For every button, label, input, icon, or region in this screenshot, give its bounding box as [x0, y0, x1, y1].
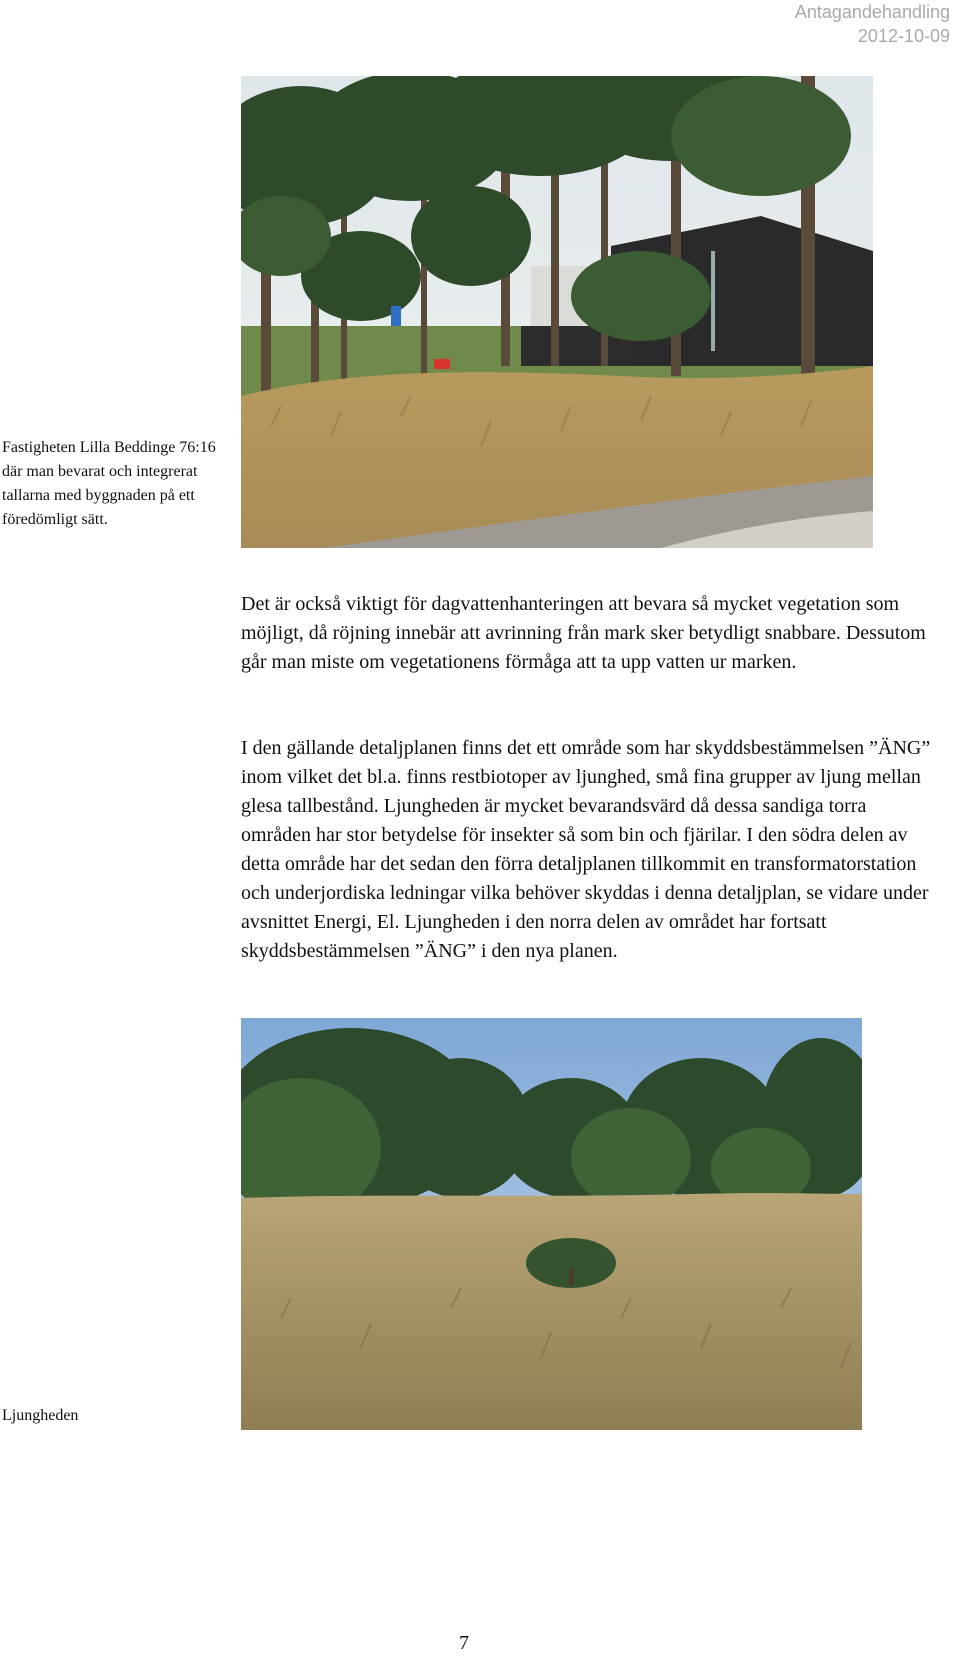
body-paragraph: I den gällande detaljplanen finns det ett område som har skyddsbestämmelsen ”ÄNG” inom vilket det bl.a. finns restbiotoper av ljunghed, små fina grupper av ljung mellan glesa tallbestånd. Ljungheden är mycket bevarandsvärd då dessa sandiga torra områden har stor betydelse för insekter så som bin och fjärilar. I den södra delen av detta område har det sedan den förra detaljplanen tillkommit en transformatorstation och underjordiska ledningar vilka behöver skyddas i denna detaljplan, se vidare under avsnittet Energi, El. Ljungheden i den norra delen av området har fortsatt skyddsbestämmelsen ”ÄNG” i den nya planen. — [241, 737, 931, 962]
page-number: 7 — [459, 1632, 469, 1654]
photo-caption: Fastigheten Lilla Beddinge 76:16 där man bevarat och integrerat tallarna med byggnaden på ett föredömligt sätt. — [2, 439, 216, 528]
photo-heathland — [241, 1018, 862, 1430]
body-paragraph: Det är också viktigt för dagvattenhanteringen att bevara så mycket vegetation som möjligt, då röjning innebär att avrinning från mark sker betydligt snabbare. Dessutom går man miste om vegetationens förmåga att ta upp vatten ur marken. — [241, 593, 926, 673]
document-status: Antagandehandling — [794, 2, 950, 22]
document-header — [795, 0, 950, 48]
document-date: 2012-10-09 — [857, 26, 950, 46]
photo-house-illustration — [241, 76, 873, 548]
photo-caption: Ljungheden — [2, 1407, 79, 1424]
photo-house-among-pines — [241, 76, 873, 548]
photo-heathland-illustration — [241, 1018, 862, 1430]
